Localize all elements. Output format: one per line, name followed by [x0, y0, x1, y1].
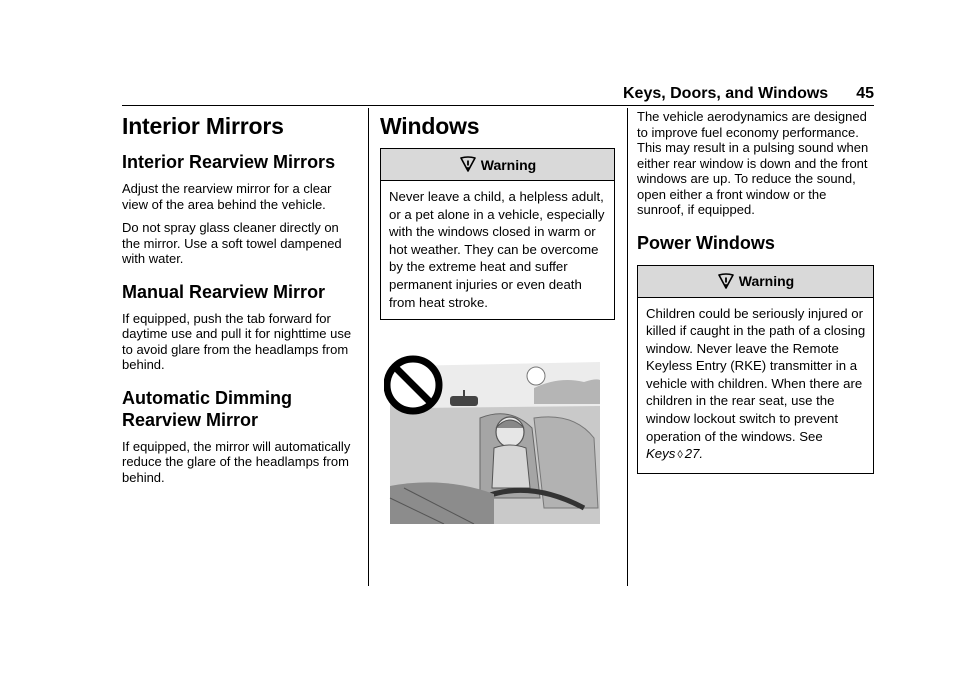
warning-label: Warning: [480, 156, 537, 173]
paragraph-manual-mirror: If equipped, push the tab forward for daytime use and pull it for nighttime use to avoid glare from the headlamps from behind.: [122, 310, 352, 372]
warning-triangle-icon: [717, 273, 735, 290]
heading-power-windows: Power Windows: [637, 232, 775, 253]
column-1: [122, 108, 358, 485]
header-rule: [122, 105, 874, 106]
heading-auto-line-1: Automatic Dimming: [122, 387, 293, 408]
warning-bar: [638, 266, 873, 298]
running-header: [122, 84, 874, 104]
paragraph-glass-cleaner: Do not spray glass cleaner directly on the mirror. Use a soft towel dampened with water.: [122, 220, 342, 266]
heading-automatic-dimming: [122, 387, 358, 431]
no-child-in-hot-car-icon: [384, 348, 602, 524]
heading-interior-mirrors: Interior Mirrors: [122, 113, 284, 139]
page-number: 45: [856, 85, 874, 102]
warning-body-text: Children could be seriously injured or killed if caught in the path of a closing window. Never leave the Remote Keyless Entry (RKE) transmitter in a vehicle with children. When there are children in the rear seat, use the window lockout switch to prevent operation of the windows. See: [646, 305, 866, 444]
xref-page-number[interactable]: 27.: [684, 446, 704, 462]
warning-text: Never leave a child, a helpless adult, or a pet alone in a vehicle, especially with the windows closed in warm or hot weather. They can be overcome by the extreme heat and suffer permanent injuries or even death from heat stroke.: [389, 189, 605, 310]
paragraph-aerodynamics: The vehicle aerodynamics are designed to improve fuel economy performance. This may result in a pulsing sound when either rear window is down and the front windows are up. To reduce the sound, open either a front window or the sunroof, if equipped.: [637, 109, 869, 217]
column-3: [637, 108, 874, 474]
heading-windows: Windows: [380, 113, 480, 139]
paragraph-adjust-mirror: Adjust the rearview mirror for a clear view of the area behind the vehicle.: [122, 181, 332, 212]
column-divider-2: [627, 108, 628, 586]
warning-triangle-icon: [459, 156, 477, 173]
warning-box-power-windows: [637, 265, 874, 474]
xref-arrow-icon: ◊: [677, 449, 683, 462]
warning-box-children-heat: [380, 148, 615, 320]
heading-manual-rearview-mirror: Manual Rearview Mirror: [122, 281, 326, 302]
column-divider-1: [368, 108, 369, 586]
section-title: Keys, Doors, and Windows: [622, 85, 829, 102]
xref-keys-link[interactable]: Keys: [646, 446, 676, 462]
warning-text: [638, 298, 873, 473]
warning-bar: [381, 149, 614, 181]
warning-label: Warning: [738, 273, 795, 289]
paragraph-auto-dimming: If equipped, the mirror will automatically reduce the glare of the headlamps from behind.: [122, 438, 351, 485]
heading-auto-line-2: Rearview Mirror: [122, 409, 259, 430]
heading-interior-rearview-mirrors: Interior Rearview Mirrors: [122, 152, 336, 172]
column-2: [380, 108, 615, 320]
